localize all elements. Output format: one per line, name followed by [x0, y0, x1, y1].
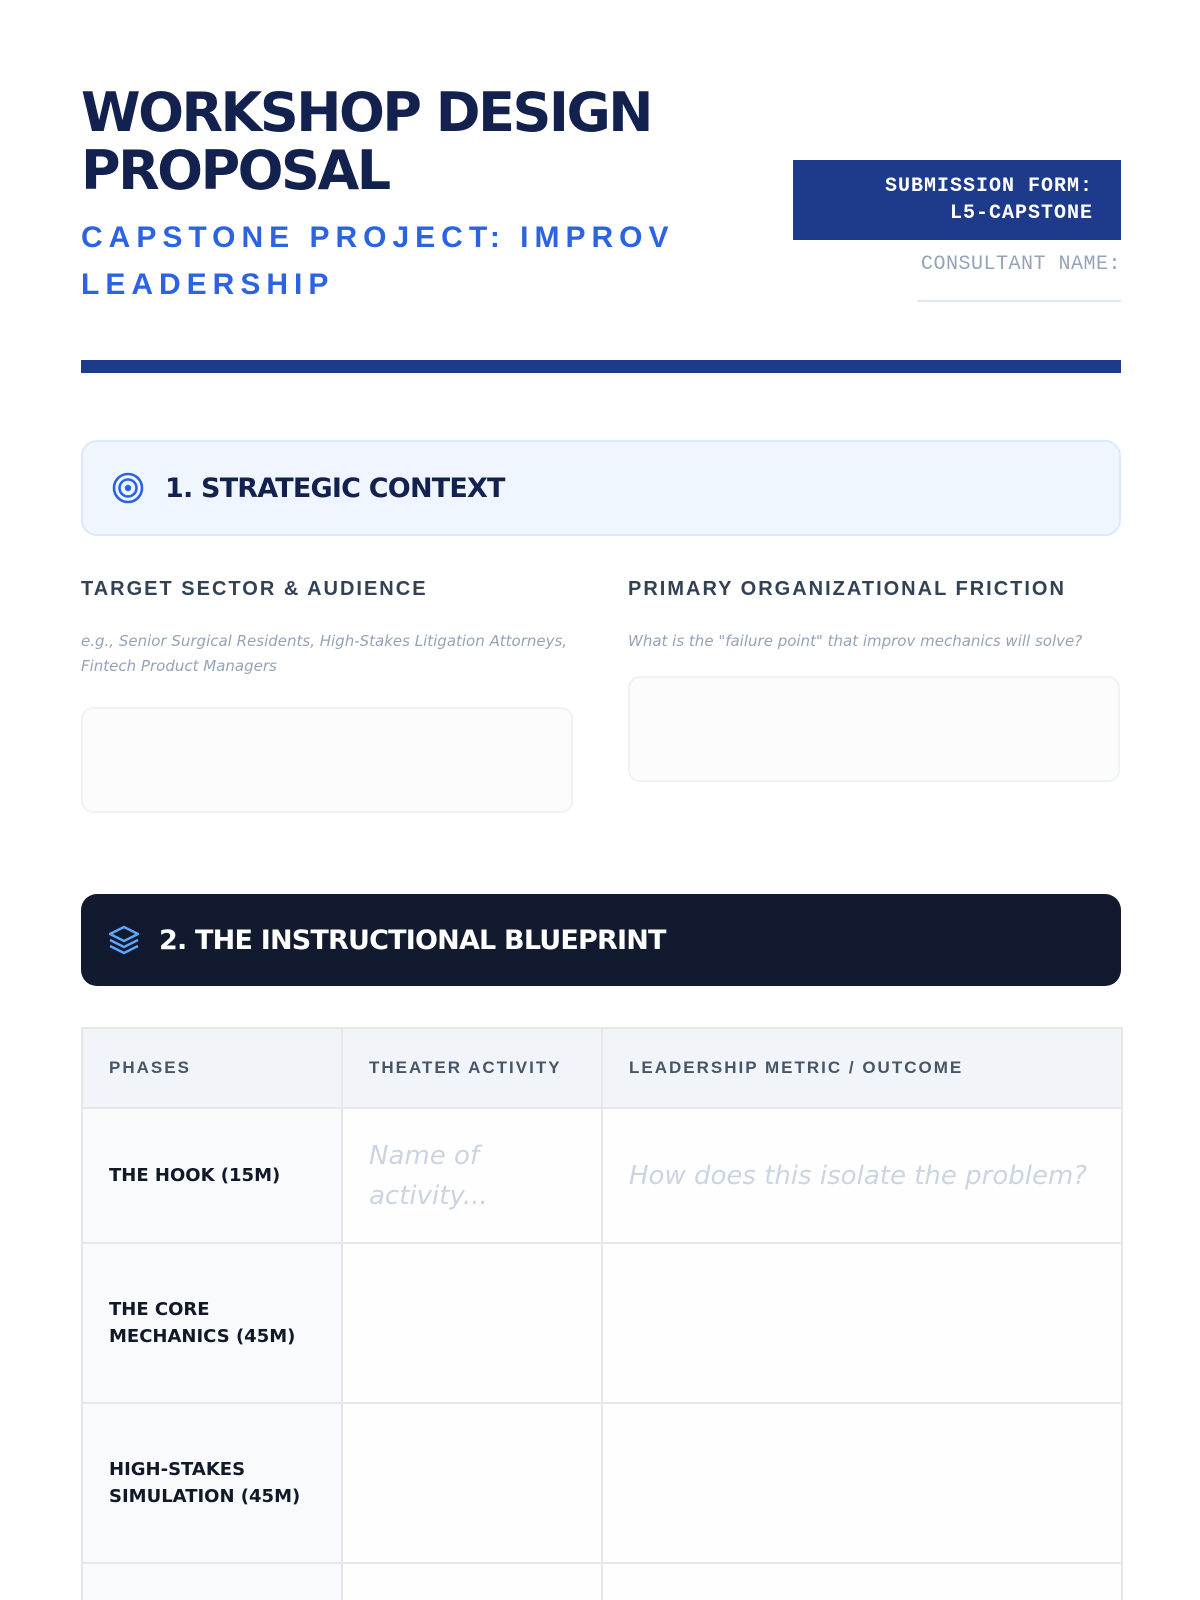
target-icon — [111, 471, 145, 505]
theater-activity-input[interactable] — [342, 1403, 602, 1563]
target-sector-input[interactable] — [81, 707, 573, 813]
leadership-metric-input[interactable] — [602, 1563, 1122, 1600]
field-label: TARGET SECTOR & AUDIENCE — [81, 578, 428, 600]
column-header-phases: PHASES — [82, 1028, 342, 1108]
theater-activity-input[interactable] — [342, 1108, 602, 1243]
phase-cell — [82, 1563, 342, 1600]
page-title: WORKSHOP DESIGN PROPOSAL — [81, 81, 651, 202]
target-sector-field-group — [81, 578, 573, 813]
phase-cell: HIGH-STAKES SIMULATION (45M) — [82, 1403, 342, 1563]
phase-cell: THE HOOK (15M) — [82, 1108, 342, 1243]
header-divider — [81, 360, 1121, 373]
column-header-leadership-metric: LEADERSHIP METRIC / OUTCOME — [602, 1028, 1122, 1108]
table-row — [82, 1563, 1122, 1600]
theater-activity-input[interactable] — [342, 1243, 602, 1403]
section-title: 2. THE INSTRUCTIONAL BLUEPRINT — [159, 924, 666, 956]
organizational-friction-field-group — [628, 578, 1120, 782]
section-title: 1. STRATEGIC CONTEXT — [165, 472, 505, 504]
section-instructional-blueprint-header — [81, 894, 1121, 986]
theater-activity-input[interactable] — [342, 1563, 602, 1600]
activity-placeholder: Name of activity... — [369, 1140, 488, 1211]
submission-form-label: SUBMISSION FORM: — [884, 175, 1093, 198]
organizational-friction-input[interactable] — [628, 676, 1120, 782]
proposal-page — [81, 0, 1121, 1507]
phase-cell: THE CORE MECHANICS (45M) — [82, 1243, 342, 1403]
field-hint: e.g., Senior Surgical Residents, High-Stakes Litigation Attorneys, Fintech Product Managers — [81, 632, 568, 675]
section-strategic-context-header — [81, 440, 1121, 536]
blueprint-table — [81, 1027, 1123, 1600]
table-header-row — [82, 1028, 1122, 1108]
metric-placeholder: How does this isolate the problem? — [629, 1160, 1088, 1191]
column-header-theater-activity: THEATER ACTIVITY — [342, 1028, 602, 1108]
table-row — [82, 1108, 1122, 1243]
page-subtitle: CAPSTONE PROJECT: IMPROV LEADERSHIP — [81, 221, 675, 301]
leadership-metric-input[interactable] — [602, 1108, 1122, 1243]
submission-form-code: L5-CAPSTONE — [949, 202, 1093, 225]
field-hint: What is the "failure point" that improv mechanics will solve? — [628, 632, 1083, 650]
table-row — [82, 1403, 1122, 1563]
leadership-metric-input[interactable] — [602, 1243, 1122, 1403]
leadership-metric-input[interactable] — [602, 1403, 1122, 1563]
document-header — [81, 0, 1121, 320]
submission-badge — [793, 160, 1121, 240]
layers-icon — [107, 923, 141, 957]
table-row — [82, 1243, 1122, 1403]
field-label: PRIMARY ORGANIZATIONAL FRICTION — [628, 578, 1066, 600]
consultant-name-field[interactable] — [917, 300, 1121, 302]
consultant-name-label: CONSULTANT NAME: — [920, 253, 1121, 276]
